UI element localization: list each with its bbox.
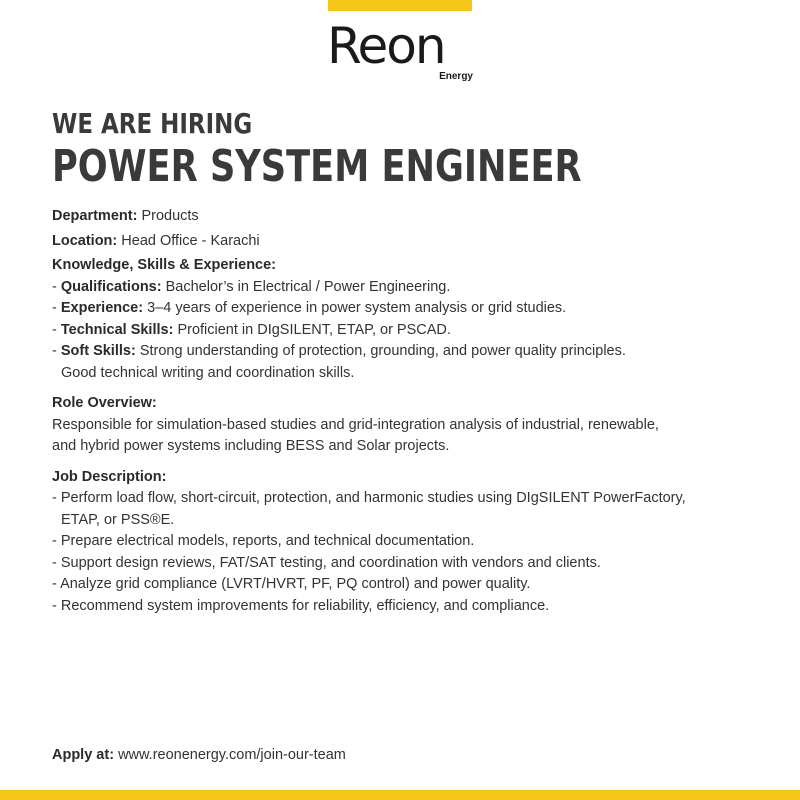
job-item: - Perform load flow, short-circuit, protection, and harmonic studies using DIgSILENT PowerFactory, [52, 490, 686, 506]
technical-skills-label: Technical Skills: [60, 321, 174, 338]
job-title: POWER SYSTEM ENGINEER [52, 141, 582, 192]
technical-skills-text: Proficient in DIgSILENT, ETAP, or PSCAD. [177, 321, 451, 338]
job-item-text: Prepare electrical models, reports, and technical documentation. [60, 533, 475, 549]
soft-skills-continuation: Good technical writing and coordination skills. [61, 364, 355, 381]
role-overview-line: and hybrid power systems including BESS and Solar projects. [52, 438, 450, 454]
knowledge-item: - Technical Skills: Proficient in DIgSILENT, ETAP, or PSCAD. [52, 321, 451, 338]
qualifications-text: Bachelor’s in Electrical / Power Engineering. [165, 278, 451, 295]
top-accent-bar [328, 0, 472, 11]
job-item-text: Support design reviews, FAT/SAT testing, and coordination with vendors and clients. [60, 554, 601, 571]
experience-text: 3–4 years of experience in power system analysis or grid studies. [147, 300, 567, 316]
role-overview-heading: Role Overview: [52, 395, 157, 411]
job-item-text: Perform load flow, short-circuit, protection, and harmonic studies using DIgSILENT PowerFactory, [60, 490, 686, 506]
department-value: Products [141, 208, 199, 224]
reon-energy-logo [327, 17, 475, 86]
location-line [52, 231, 752, 253]
job-item-continuation: ETAP, or PSS®E. [61, 511, 175, 528]
apply-line [52, 745, 346, 766]
location-value: Head Office - Karachi [121, 232, 260, 249]
apply-label: Apply at: [52, 747, 115, 763]
job-item: - Support design reviews, FAT/SAT testing, and coordination with vendors and clients. [52, 554, 601, 571]
qualifications-label: Qualifications: [60, 278, 162, 295]
department-label: Department: [52, 208, 138, 224]
job-item: - Analyze grid compliance (LVRT/HVRT, PF, PQ control) and power quality. [52, 576, 531, 592]
soft-skills-label: Soft Skills: [60, 343, 136, 359]
logo-subtitle: Energy [439, 71, 473, 82]
role-overview-line: Responsible for simulation-based studies and grid-integration analysis of industrial, renewable, [52, 416, 659, 433]
knowledge-item: - Soft Skills: Strong understanding of protection, grounding, and power quality principles. [52, 343, 626, 359]
location-label: Location: [52, 232, 118, 249]
job-item-text: Recommend system improvements for reliability, efficiency, and compliance. [60, 597, 550, 614]
soft-skills-text: Strong understanding of protection, grounding, and power quality principles. [139, 343, 626, 359]
job-description-heading: Job Description: [52, 468, 167, 485]
job-details [52, 206, 752, 617]
experience-label: Experience: [60, 300, 144, 316]
job-item-text: Analyze grid compliance (LVRT/HVRT, PF, PQ control) and power quality. [60, 576, 531, 592]
knowledge-item: - Experience: 3–4 years of experience in power system analysis or grid studies. [52, 300, 567, 316]
job-item: - Prepare electrical models, reports, and technical documentation. [52, 533, 475, 549]
bottom-accent-bar [0, 790, 800, 800]
logo-wordmark: Reon [327, 17, 445, 75]
hiring-heading: WE ARE HIRING [52, 107, 253, 140]
job-item: - Recommend system improvements for reliability, efficiency, and compliance. [52, 597, 550, 614]
knowledge-item: - Qualifications: Bachelor’s in Electrical / Power Engineering. [52, 278, 451, 295]
department-line [52, 206, 752, 228]
knowledge-heading: Knowledge, Skills & Experience: [52, 257, 277, 273]
apply-url[interactable]: www.reonenergy.com/join-our-team [118, 747, 346, 763]
